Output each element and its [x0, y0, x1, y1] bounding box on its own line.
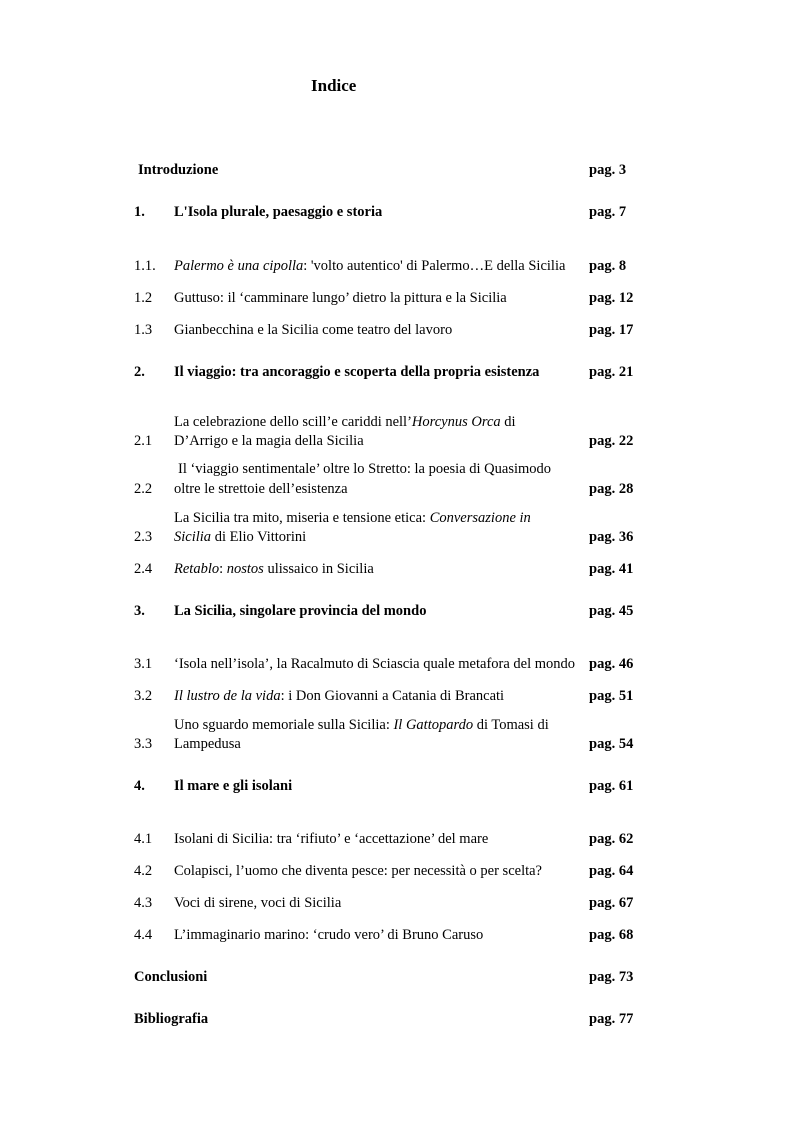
toc-label: ‘Isola nell’isola’, la Racalmuto di Sciascia quale metafora del mondo	[174, 656, 576, 672]
toc-label: Retablo: nostos ulissaico in Sicilia	[174, 561, 374, 577]
toc-number: 1.	[134, 204, 145, 220]
toc-label: Lampedusa	[174, 736, 241, 752]
toc-label: Voci di sirene, voci di Sicilia	[174, 895, 342, 911]
toc-label: Gianbecchina e la Sicilia come teatro del lavoro	[174, 322, 453, 338]
toc-label: Isolani di Sicilia: tra ‘rifiuto’ e ‘accettazione’ del mare	[174, 831, 489, 847]
toc-number: 2.4	[134, 561, 153, 577]
toc-label: Guttuso: il ‘camminare lungo’ dietro la pittura e la Sicilia	[174, 290, 507, 306]
toc-label-italic: Palermo è una cipolla	[174, 258, 304, 274]
toc-label-italic: Horcynus Orca	[411, 414, 501, 430]
toc-chapter-2	[0, 362, 794, 382]
toc-number: 1.3	[134, 322, 153, 338]
toc-page: pag. 21	[589, 364, 634, 380]
toc-number: 3.	[134, 603, 145, 619]
toc-number: 3.3	[134, 736, 153, 752]
toc-label: Introduzione	[138, 162, 219, 178]
toc-label-italic: Retablo	[174, 561, 220, 577]
toc-number: 2.3	[134, 529, 153, 545]
toc-page: pag. 45	[589, 603, 634, 619]
toc-section-1-1	[0, 256, 794, 276]
toc-chapter-3	[0, 601, 794, 621]
toc-label-italic: Conversazione in	[429, 510, 531, 526]
toc-entry-introduzione	[0, 160, 794, 180]
toc-label: L'Isola plurale, paesaggio e storia	[174, 204, 383, 220]
toc-chapter-1	[0, 202, 794, 222]
toc-entry-conclusioni	[0, 967, 794, 987]
toc-label: Colapisci, l’uomo che diventa pesce: per necessità o per scelta?	[174, 863, 542, 879]
toc-page: pag. 7	[589, 204, 627, 220]
toc-label	[174, 256, 588, 276]
toc-page: pag. 62	[589, 831, 634, 847]
toc-page: pag. 68	[589, 927, 634, 943]
toc-page: pag. 3	[589, 162, 627, 178]
toc-page: pag. 64	[589, 863, 634, 879]
toc-section-4-1	[0, 829, 794, 849]
toc-number: 3.2	[134, 688, 153, 704]
toc-number: 4.4	[134, 927, 153, 943]
toc-label: Bibliografia	[134, 1011, 209, 1027]
toc-page: pag. 17	[589, 322, 634, 338]
toc-number: 4.	[134, 778, 145, 794]
toc-section-3-3-line1: Uno sguardo memoriale sulla Sicilia: Il Gattopardo di Tomasi di	[174, 717, 549, 733]
toc-label: Il mare e gli isolani	[174, 778, 293, 794]
toc-number: 2.1	[134, 433, 153, 449]
toc-page: pag. 73	[589, 969, 634, 985]
toc-section-2-1	[0, 431, 794, 451]
toc-page: pag. 67	[589, 895, 634, 911]
toc-page: pag. 22	[589, 433, 634, 449]
toc-label: Sicilia di Elio Vittorini	[174, 529, 307, 545]
toc-section-1-2	[0, 288, 794, 308]
toc-section-3-2	[0, 686, 794, 706]
toc-label: L’immaginario marino: ‘crudo vero’ di Bruno Caruso	[174, 927, 484, 943]
toc-page: pag. 51	[589, 688, 634, 704]
toc-label-italic: nostos	[226, 561, 264, 577]
toc-entry-bibliografia	[0, 1009, 794, 1029]
toc-number: 2.	[134, 364, 145, 380]
toc-section-4-2	[0, 861, 794, 881]
toc-label: oltre le strettoie dell’esistenza	[174, 481, 348, 497]
toc-section-4-3	[0, 893, 794, 913]
toc-section-2-3-line1: La Sicilia tra mito, miseria e tensione etica: Conversazione in	[174, 510, 531, 526]
toc-page: pag. 77	[589, 1011, 634, 1027]
toc-label: Il lustro de la vida: i Don Giovanni a Catania di Brancati	[174, 688, 505, 704]
toc-number: 1.1.	[134, 258, 156, 274]
toc-number: 4.1	[134, 831, 153, 847]
toc-page: pag. 41	[589, 561, 634, 577]
toc-page: pag. 61	[589, 778, 634, 794]
toc-section-2-3	[0, 527, 794, 547]
toc-label: Il viaggio: tra ancoraggio e scoperta della propria esistenza	[174, 364, 540, 380]
toc-label: D’Arrigo e la magia della Sicilia	[174, 433, 364, 449]
toc-section-4-4	[0, 925, 794, 945]
page-title: Indice	[311, 76, 357, 95]
toc-label-italic: Il lustro de la vida	[174, 688, 281, 704]
toc-number: 1.2	[134, 290, 153, 306]
toc-section-3-1	[0, 654, 794, 674]
toc-number: 2.2	[134, 481, 153, 497]
toc-section-2-2	[0, 479, 794, 499]
toc-number: 4.3	[134, 895, 153, 911]
toc-page: pag. 36	[589, 529, 634, 545]
toc-label-italic: Il Gattopardo	[393, 717, 474, 733]
toc-page: pag. 46	[589, 656, 634, 672]
toc-label: Conclusioni	[134, 969, 208, 985]
toc-section-2-4	[0, 559, 794, 579]
toc-section-2-2-line1: Il ‘viaggio sentimentale’ oltre lo Stretto: la poesia di Quasimodo	[178, 461, 552, 477]
toc-number: 3.1	[134, 656, 153, 672]
toc-number: 4.2	[134, 863, 153, 879]
toc-page: pag. 8	[589, 258, 627, 274]
toc-page: pag. 12	[589, 290, 634, 306]
toc-section-2-1-line1: La celebrazione dello scill’e cariddi nell’Horcynus Orca di	[174, 414, 516, 430]
toc-label-rest: : 'volto autentico' di Palermo…E della Sicilia	[303, 258, 566, 274]
toc-page: pag. 28	[589, 481, 634, 497]
toc-page: pag. 54	[589, 736, 634, 752]
toc-section-1-3	[0, 320, 794, 340]
toc-label: La Sicilia, singolare provincia del mondo	[174, 603, 427, 619]
toc-label-italic: Sicilia	[174, 529, 212, 545]
toc-section-3-3	[0, 734, 794, 754]
toc-chapter-4	[0, 776, 794, 796]
